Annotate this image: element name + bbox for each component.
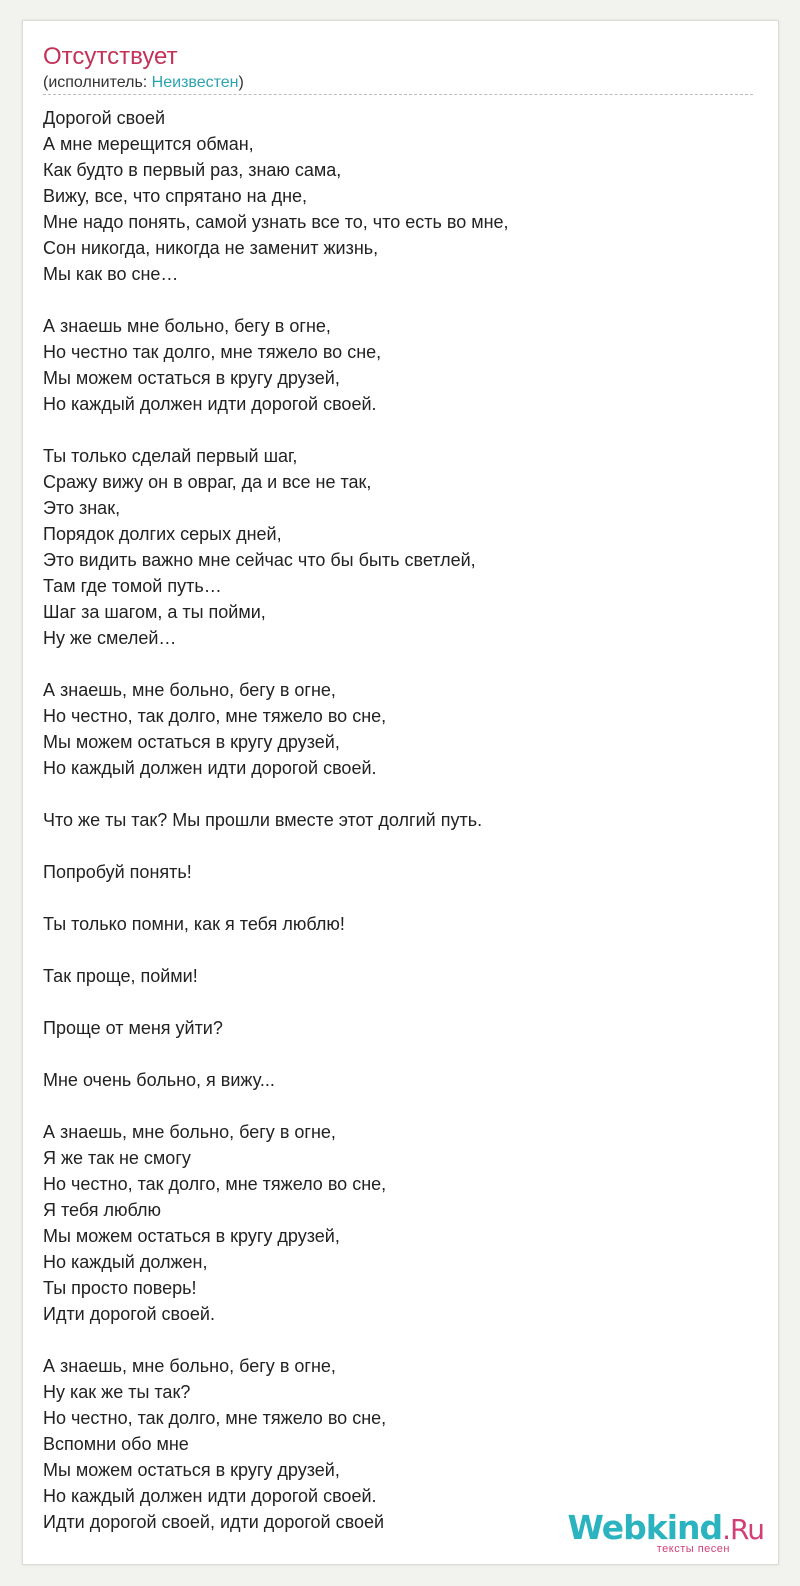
lyrics-card — [22, 20, 779, 1565]
artist-link[interactable]: Неизвестен — [151, 74, 239, 91]
song-title: Отсутствует — [43, 43, 178, 70]
artist-line — [43, 73, 244, 93]
logo-tagline: тексты песен — [656, 1543, 730, 1555]
artist-suffix: ) — [238, 74, 244, 91]
lyrics-text: Дорогой своей А мне мерещится обман, Как будто в первый раз, знаю сама, Вижу, все, что спрятано на дне, Мне надо понять, самой узнать все то, что есть во мне, Сон никогда, никогда не заменит жизнь, Мы как во сне… А знаешь мне больно, бегу в огне, Но честно так долго, мне тяжело во сне, Мы можем остаться в кругу друзей, Но каждый должен идти дорогой своей. Ты только сделай первый шаг, Сражу вижу он в овраг, да и все не так, Это знак, Порядок долгих серых дней, Это видить важно мне сейчас что бы быть светлей, Там где томой путь… Шаг за шагом, а ты пойми, Ну же смелей… А знаешь, мне больно, бегу в огне, Но честно, так долго, мне тяжело во сне, Мы можем остаться в кругу друзей, Но каждый должен идти дорогой своей. Что же ты так? Мы прошли вместе этот долгий путь. Попробуй понять! Ты только помни, как я тебя люблю! Так проще, пойми! Проще от меня уйти? Мне очень больно, я вижу... А знаешь, мне больно, бегу в огне, Я же так не смогу Но честно, так долго, мне тяжело во сне, Я тебя люблю Мы можем остаться в кругу друзей, Но каждый должен, Ты просто поверь! Идти дорогой своей. А знаешь, мне больно, бегу в огне, Ну как же ты так? Но честно, так долго, мне тяжело во сне, Вспомни обо мне Мы можем остаться в кругу друзей, Но каждый должен идти дорогой своей. Идти дорогой своей, идти дорогой своей — [43, 108, 509, 1532]
webkind-logo[interactable] — [567, 1508, 764, 1558]
logo-domain: .Ru — [722, 1513, 764, 1546]
logo-brand-name: Webkind — [567, 1508, 723, 1547]
title-divider — [43, 94, 753, 95]
artist-prefix: (исполнитель: — [43, 74, 152, 91]
